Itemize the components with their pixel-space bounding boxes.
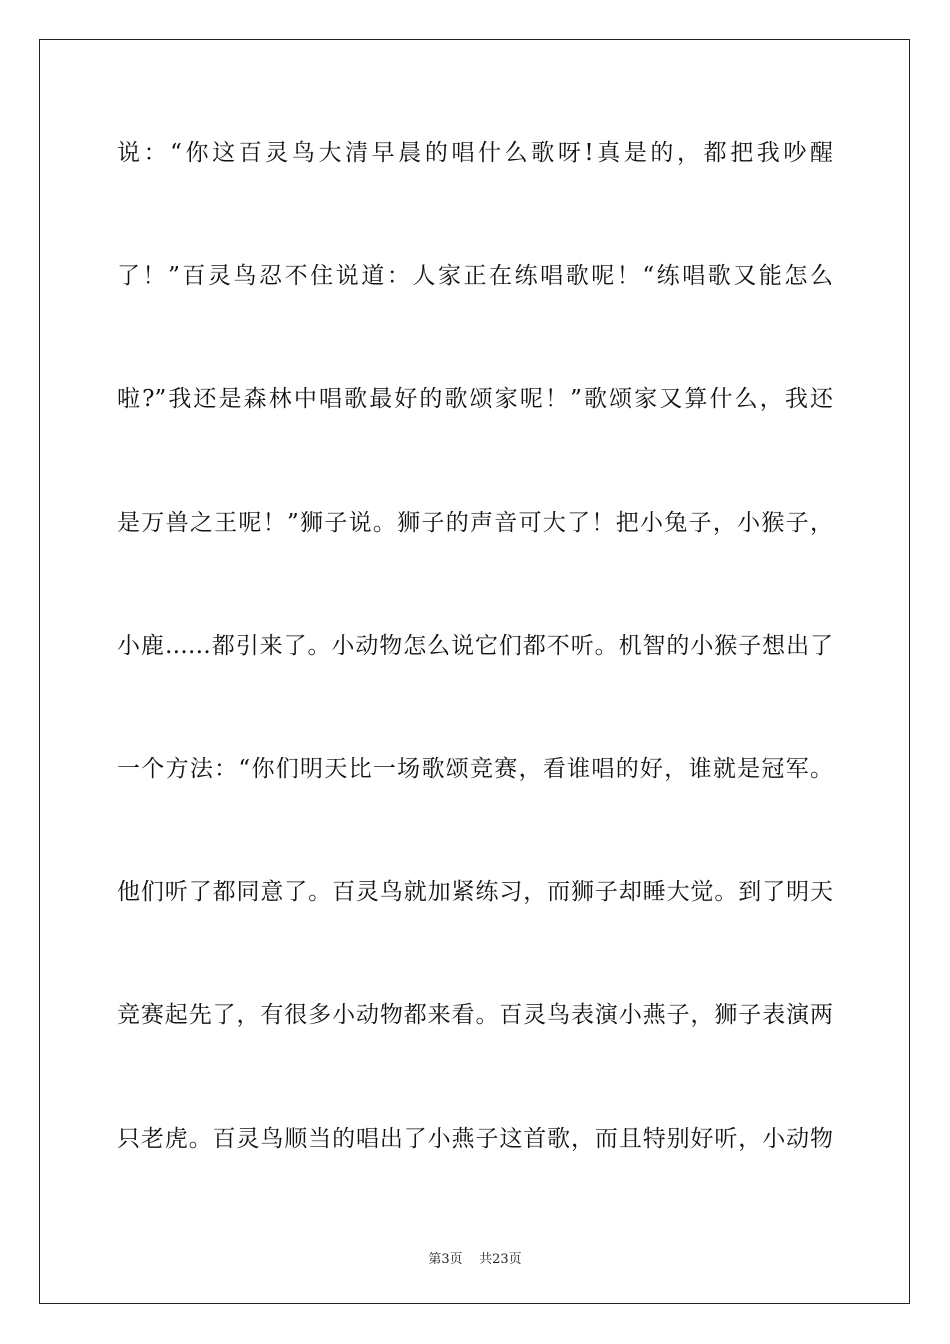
paragraph-line-1: 说：“你这百灵鸟大清早晨的唱什么歌呀!真是的，都把我吵醒: [117, 140, 833, 166]
paragraph-line-4: 是万兽之王呢！”狮子说。狮子的声音可大了！把小兔子，小猴子，: [117, 510, 833, 536]
page-number-footer: 第3页 共23页: [428, 1252, 522, 1267]
paragraph-line-3: 啦?”我还是森林中唱歌最好的歌颂家呢！”歌颂家又算什么，我还: [117, 386, 833, 412]
paragraph-line-6: 一个方法：“你们明天比一场歌颂竞赛，看谁唱的好，谁就是冠军。: [117, 756, 833, 782]
paragraph-line-7: 他们听了都同意了。百灵鸟就加紧练习，而狮子却睡大觉。到了明天: [117, 879, 833, 905]
paragraph-line-9: 只老虎。百灵鸟顺当的唱出了小燕子这首歌，而且特别好听，小动物: [117, 1126, 833, 1152]
paragraph-line-8: 竞赛起先了，有很多小动物都来看。百灵鸟表演小燕子，狮子表演两: [117, 1002, 833, 1028]
paragraph-line-5: 小鹿……都引来了。小动物怎么说它们都不听。机智的小猴子想出了: [117, 633, 833, 659]
paragraph-line-2: 了！”百灵鸟忍不住说道：人家正在练唱歌呢！“练唱歌又能怎么: [117, 263, 833, 289]
page-border: [39, 39, 910, 1304]
